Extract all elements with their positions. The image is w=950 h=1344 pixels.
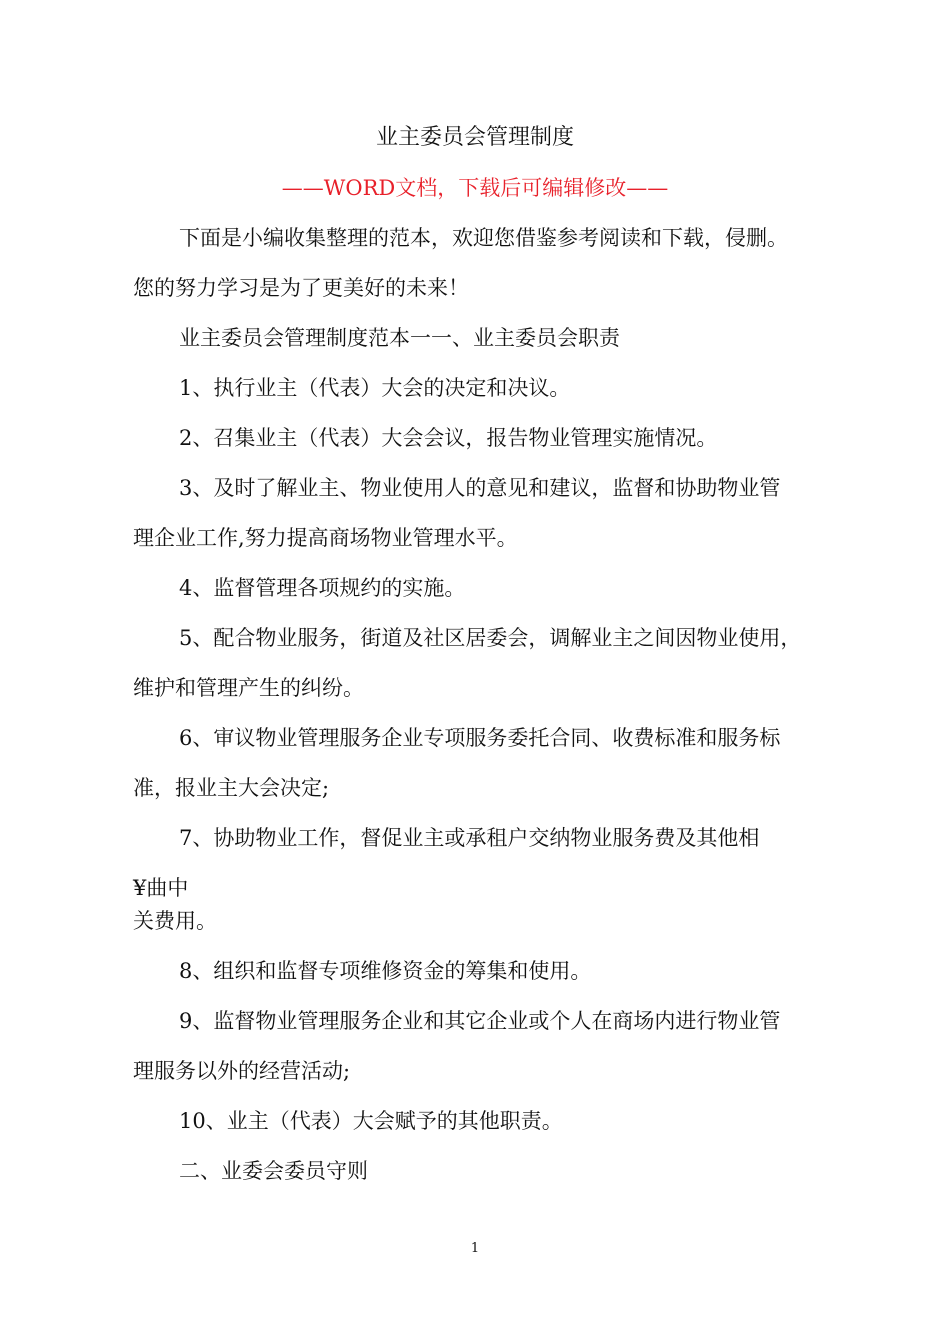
document-body <box>133 223 833 1206</box>
list-item: 1、执行业主（代表）大会的决定和决议。 <box>179 376 571 400</box>
section-heading: 业主委员会管理制度范本一一、业主委员会职责 <box>179 326 620 350</box>
list-item-continuation: 准，报业主大会决定; <box>133 776 330 800</box>
list-item: 7、协助物业工作，督促业主或承租户交纳物业服务费及其他相 <box>179 826 760 850</box>
document-subtitle: ——WORD文档，下载后可编辑修改—— <box>281 176 669 200</box>
list-item-continuation: 理企业工作,努力提高商场物业管理水平。 <box>133 526 518 550</box>
list-item: 2、召集业主（代表）大会会议，报告物业管理实施情况。 <box>179 426 718 450</box>
list-item-continuation: 维护和管理产生的纠纷。 <box>133 676 364 700</box>
list-item: 10、业主（代表）大会赋予的其他职责。 <box>179 1109 563 1133</box>
list-item-continuation: 理服务以外的经营活动; <box>133 1059 351 1083</box>
paragraph-line: 您的努力学习是为了更美好的未来！ <box>133 276 469 300</box>
list-item-continuation: 关费用。 <box>133 909 217 933</box>
section-heading: 二、业委会委员守则 <box>179 1159 368 1183</box>
list-item: 6、审议物业管理服务企业专项服务委托合同、收费标准和服务标 <box>179 726 781 750</box>
page-number: 1 <box>470 1241 480 1256</box>
list-item: 9、监督物业管理服务企业和其它企业或个人在商场内进行物业管 <box>179 1009 781 1033</box>
list-item: 3、及时了解业主、物业使用人的意见和建议，监督和协助物业管 <box>179 476 781 500</box>
list-item: 8、组织和监督专项维修资金的筹集和使用。 <box>179 959 592 983</box>
list-item: 5、配合物业服务，街道及社区居委会，调解业主之间因物业使用， <box>179 626 802 650</box>
paragraph-line: 下面是小编收集整理的范本，欢迎您借鉴参考阅读和下载，侵删。 <box>179 226 788 250</box>
document-title: 业主委员会管理制度 <box>375 125 574 150</box>
list-item: 4、监督管理各项规约的实施。 <box>179 576 466 600</box>
stray-text: ¥曲中 <box>133 876 189 900</box>
